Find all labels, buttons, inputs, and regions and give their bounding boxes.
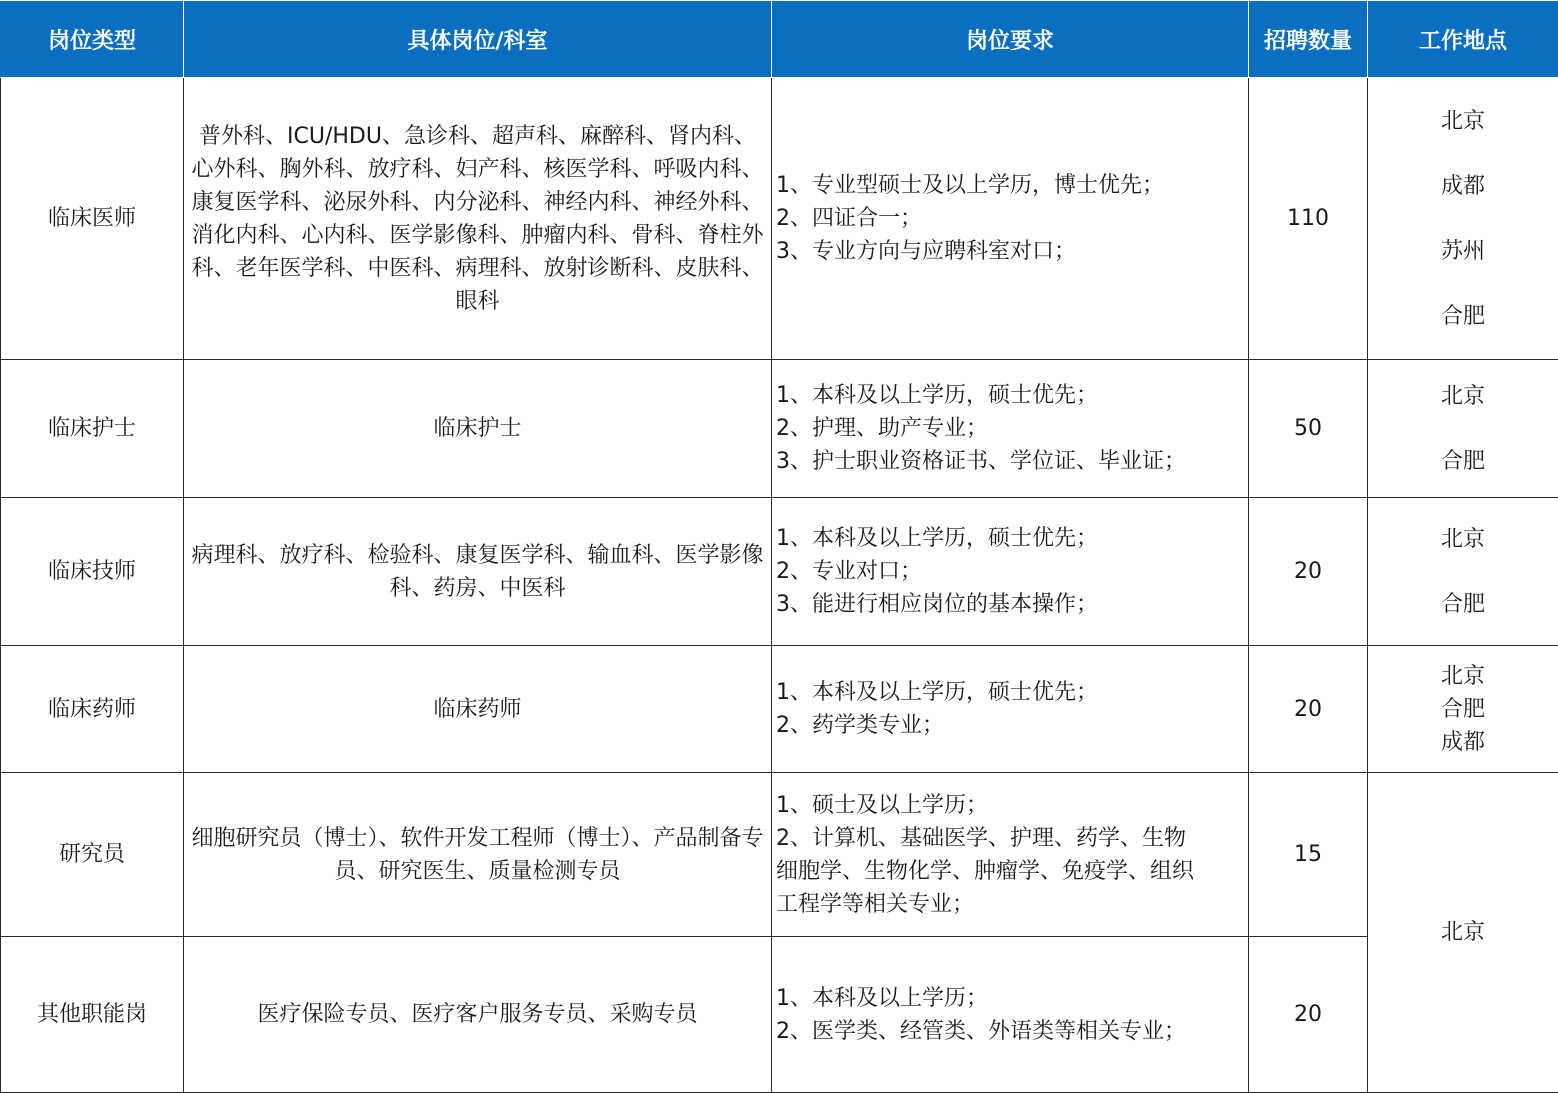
header-count: 招聘数量 xyxy=(1249,1,1368,78)
cell-loc xyxy=(1368,78,1558,360)
cell-dept: 临床护士 xyxy=(184,360,772,498)
cell-dept: 医疗保险专员、医疗客户服务专员、采购专员 xyxy=(184,937,772,1093)
cell-count: 110 xyxy=(1249,78,1368,360)
req-line: 细胞学、生物化学、肿瘤学、免疫学、组织 xyxy=(776,855,1244,888)
header-type: 岗位类型 xyxy=(1,1,184,78)
req-line: 2、医学类、经管类、外语类等相关专业； xyxy=(776,1015,1244,1048)
cell-req xyxy=(772,937,1249,1093)
loc-item: 北京 xyxy=(1441,380,1485,413)
cell-req xyxy=(772,646,1249,773)
cell-count: 50 xyxy=(1249,360,1368,498)
req-line: 2、护理、助产专业； xyxy=(776,412,1244,445)
req-line: 1、本科及以上学历； xyxy=(776,982,1244,1015)
cell-count: 20 xyxy=(1249,937,1368,1093)
cell-count: 15 xyxy=(1249,773,1368,937)
req-line: 2、计算机、基础医学、护理、药学、生物 xyxy=(776,822,1244,855)
loc-item: 合肥 xyxy=(1441,588,1485,621)
loc-item: 北京 xyxy=(1441,523,1485,556)
cell-type: 研究员 xyxy=(1,773,184,937)
loc-item: 北京 xyxy=(1441,660,1485,693)
cell-count: 20 xyxy=(1249,498,1368,646)
req-line: 3、能进行相应岗位的基本操作； xyxy=(776,588,1244,621)
req-line: 1、本科及以上学历，硕士优先； xyxy=(776,676,1244,709)
cell-req xyxy=(772,498,1249,646)
loc-item: 北京 xyxy=(1441,916,1485,949)
cell-dept: 细胞研究员（博士）、软件开发工程师（博士）、产品制备专员、研究医生、质量检测专员 xyxy=(184,773,772,937)
cell-dept: 临床药师 xyxy=(184,646,772,773)
req-line: 1、专业型硕士及以上学历，博士优先； xyxy=(776,169,1244,202)
table-row xyxy=(1,937,1558,1093)
cell-type: 临床技师 xyxy=(1,498,184,646)
cell-dept: 病理科、放疗科、检验科、康复医学科、输血科、医学影像科、药房、中医科 xyxy=(184,498,772,646)
loc-item: 成都 xyxy=(1441,170,1485,203)
cell-count: 20 xyxy=(1249,646,1368,773)
cell-type: 其他职能岗 xyxy=(1,937,184,1093)
loc-item: 合肥 xyxy=(1441,693,1485,726)
cell-type: 临床药师 xyxy=(1,646,184,773)
req-line: 1、本科及以上学历，硕士优先； xyxy=(776,522,1244,555)
req-line: 1、本科及以上学历，硕士优先； xyxy=(776,379,1244,412)
table-row xyxy=(1,773,1558,937)
header-req: 岗位要求 xyxy=(772,1,1249,78)
req-line: 1、硕士及以上学历； xyxy=(776,789,1244,822)
cell-req xyxy=(772,773,1249,937)
cell-req xyxy=(772,78,1249,360)
header-row xyxy=(1,1,1558,78)
cell-dept: 普外科、ICU/HDU、急诊科、超声科、麻醉科、肾内科、心外科、胸外科、放疗科、妇产科、核医学科、呼吸内科、康复医学科、泌尿外科、内分泌科、神经内科、神经外科、消化内科、心内科、医学影像科、肿瘤内科、骨科、脊柱外科、老年医学科、中医科、病理科、放射诊断科、皮肤科、眼科 xyxy=(184,78,772,360)
loc-item: 成都 xyxy=(1441,726,1485,759)
cell-type: 临床护士 xyxy=(1,360,184,498)
req-line: 2、四证合一； xyxy=(776,202,1244,235)
req-line: 3、护士职业资格证书、学位证、毕业证； xyxy=(776,445,1244,478)
loc-item: 苏州 xyxy=(1441,235,1485,268)
cell-type: 临床医师 xyxy=(1,78,184,360)
cell-loc xyxy=(1368,646,1558,773)
loc-item: 北京 xyxy=(1441,105,1485,138)
req-line: 工程学等相关专业； xyxy=(776,888,1244,921)
req-line: 2、药学类专业； xyxy=(776,709,1244,742)
loc-item: 合肥 xyxy=(1441,300,1485,333)
header-loc: 工作地点 xyxy=(1368,1,1558,78)
table-row xyxy=(1,646,1558,773)
table-row xyxy=(1,360,1558,498)
table-row xyxy=(1,78,1558,360)
cell-loc xyxy=(1368,773,1558,1093)
cell-req xyxy=(772,360,1249,498)
req-line: 2、专业对口； xyxy=(776,555,1244,588)
header-dept: 具体岗位/科室 xyxy=(184,1,772,78)
req-line: 3、专业方向与应聘科室对口； xyxy=(776,235,1244,268)
cell-loc xyxy=(1368,360,1558,498)
table-row xyxy=(1,498,1558,646)
cell-loc xyxy=(1368,498,1558,646)
loc-item: 合肥 xyxy=(1441,445,1485,478)
